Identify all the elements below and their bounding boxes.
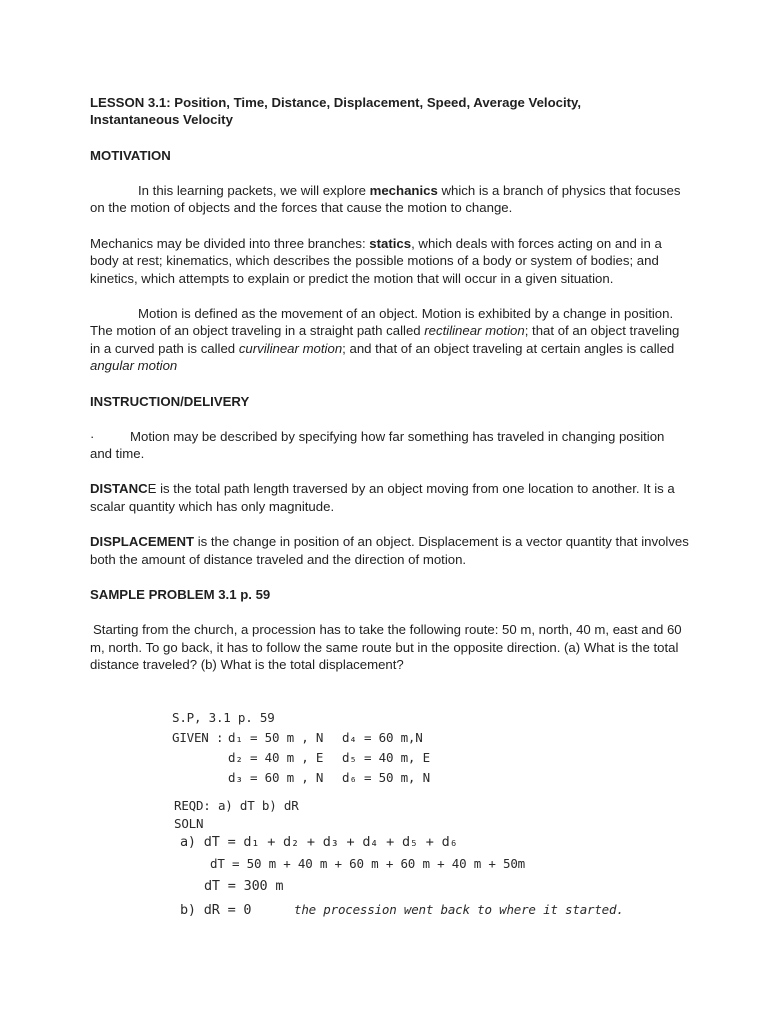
- p3-italic-angular: angular motion: [90, 358, 178, 374]
- handwritten-given-d4: d₄ = 60 m,N: [342, 730, 423, 745]
- handwritten-given-label: GIVEN :: [172, 730, 224, 745]
- distance-text: E is the total path length traversed by an object moving from one location to another. It is a scalar quantity which has only magnitude.: [90, 481, 675, 514]
- sample-problem-heading: SAMPLE PROBLEM 3.1 p. 59: [90, 587, 271, 603]
- p2-text-a: Mechanics may be divided into three branches:: [90, 235, 370, 251]
- handwritten-a-formula: a) dT = d₁ + d₂ + d₃ + d₄ + d₅ + d₆: [180, 834, 458, 850]
- handwritten-b-result: b) dR = 0: [180, 902, 252, 918]
- instruction-bullet: [90, 428, 690, 463]
- p1-text-a: In this learning packets, we will explore: [138, 183, 370, 198]
- instruction-heading: INSTRUCTION/DELIVERY: [90, 393, 250, 409]
- handwritten-given-d5: d₅ = 40 m, E: [342, 750, 430, 765]
- handwritten-given-d2: d₂ = 40 m , E: [228, 750, 324, 765]
- p3-italic-curvilinear: curvilinear motion: [238, 340, 343, 356]
- handwritten-given-d1: d₁ = 50 m , N: [228, 730, 324, 745]
- handwritten-given-d6: d₆ = 50 m, N: [342, 770, 430, 785]
- document-page: [90, 94, 690, 673]
- distance-term: DISTANC: [90, 481, 148, 497]
- motivation-heading: MOTIVATION: [90, 148, 171, 163]
- p2-text-b: , which deals with forces acting on and in a body at rest; kinematics, which describes the possible motions of a body or system of bodies; and kinetics, which attempts to explain or predict the motion that will occur in a given situation.: [90, 235, 662, 286]
- p3-text-a: Motion is defined as the movement of an object. Motion is exhibited by a change in position. The motion of an object traveling in a straight path called: [90, 306, 674, 339]
- handwritten-b-note: the procession went back to where it started.: [294, 902, 624, 917]
- sample-problem-text: Starting from the church, a procession has to take the following route: 50 m, north, 40 m, east and 60 m, north. To go back, it has to follow the same route but in the opposite direction. (a) What is the total distance traveled? (b) What is the total displacement?: [90, 622, 682, 672]
- handwritten-heading: S.P, 3.1 p. 59: [172, 710, 275, 725]
- displacement-term: DISPLACEMENT: [90, 534, 195, 550]
- bullet-marker: ·: [90, 428, 95, 444]
- displacement-definition: [90, 533, 690, 568]
- handwritten-solution-label: SOLN: [174, 816, 204, 831]
- bullet-text: Motion may be described by specifying how far something has traveled in changing position and time.: [90, 428, 665, 462]
- handwritten-required: REQD: a) dT b) dR: [174, 798, 299, 813]
- motivation-paragraph-2: [90, 235, 690, 287]
- distance-definition: [90, 480, 690, 515]
- motivation-paragraph-1: [90, 182, 690, 217]
- motivation-paragraph-3: [90, 305, 690, 375]
- displacement-text: is the change in position of an object. Displacement is a vector quantity that involves both the amount of distance traveled and the direction of motion.: [90, 534, 689, 567]
- handwritten-a-substitution: dT = 50 m + 40 m + 60 m + 60 m + 40 m + 50m: [210, 856, 526, 871]
- p3-text-c: ; and that of an object traveling at certain angles is called: [342, 340, 675, 356]
- handwritten-solution: [166, 706, 636, 928]
- p1-text-b: which is a branch of physics that focuses on the motion of objects and the forces that cause the motion to change.: [90, 183, 681, 216]
- p3-italic-rectilinear: rectilinear motion: [424, 323, 525, 339]
- handwritten-given-d3: d₃ = 60 m , N: [228, 770, 324, 785]
- handwritten-a-result: dT = 300 m: [204, 878, 284, 894]
- lesson-title: LESSON 3.1: Position, Time, Distance, Displacement, Speed, Average Velocity, Instantaneous Velocity: [90, 95, 582, 127]
- p1-bold-mechanics: mechanics: [369, 183, 438, 198]
- p2-bold-statics: statics: [369, 235, 412, 251]
- p3-text-b: ; that of an object traveling in a curved path is called: [90, 323, 680, 356]
